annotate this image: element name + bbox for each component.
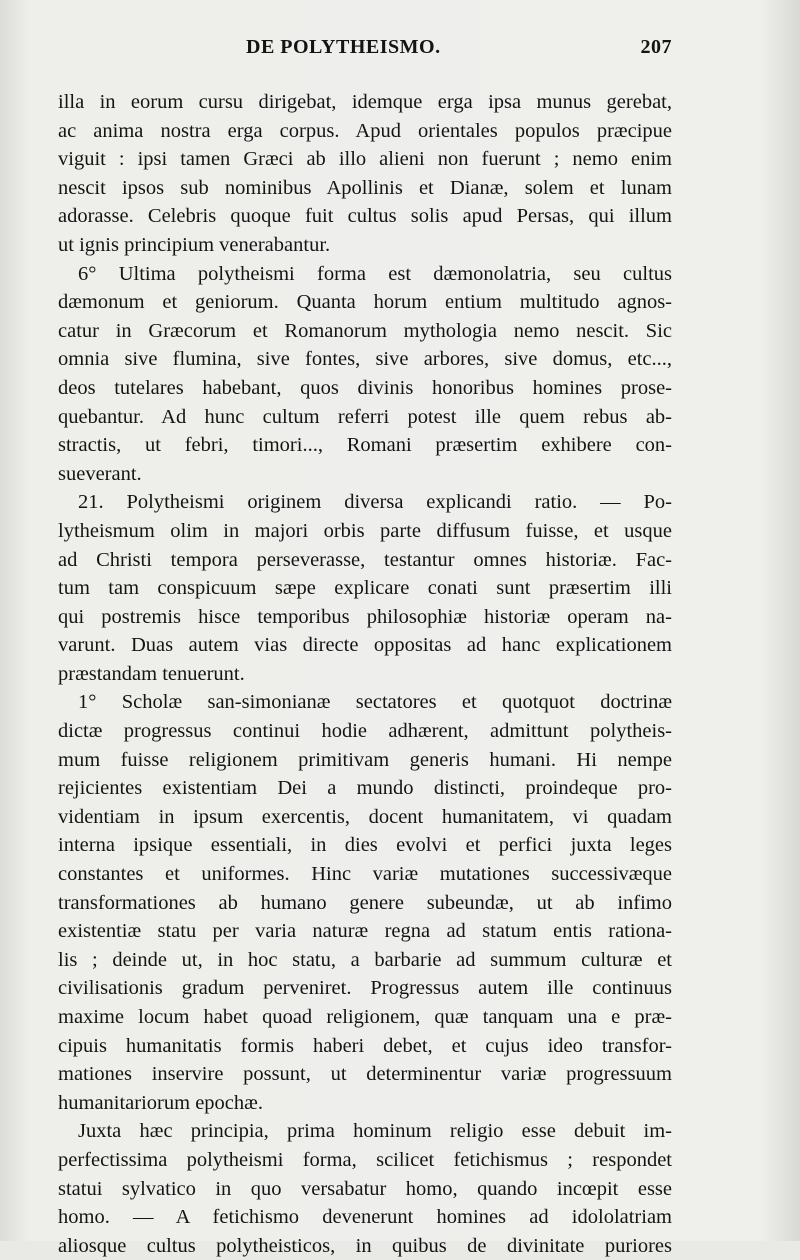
page-body-text [58, 88, 672, 1260]
text-line: catur in Græcorum et Romanorum mythologia nemo nescit. Sic [58, 319, 672, 342]
text-line: interna ipsique essentiali, in dies evolvi et perfici juxta leges [58, 834, 672, 857]
text-line: cipuis humanitatis formis haberi debet, et cujus ideo transfor- [58, 1034, 672, 1057]
text-line: 6° Ultima polytheismi forma est dæmonolatria, seu cultus [78, 262, 672, 285]
text-line: adorasse. Celebris quoque fuit cultus solis apud Persas, qui illum [58, 205, 672, 228]
text-line: quebantur. Ad hunc cultum referri potest ille quem rebus ab- [58, 405, 672, 428]
text-line: ad Christi tempora perseverasse, testantur omnes historiæ. Fac- [58, 548, 672, 571]
text-line: mum fuisse religionem primitivam generis humani. Hi nempe [58, 748, 672, 771]
page-header [60, 36, 672, 72]
text-line: qui postremis hisce temporibus philosophiæ historiæ operam na- [58, 605, 672, 628]
text-line: omnia sive flumina, sive fontes, sive arbores, sive domus, etc..., [58, 348, 672, 371]
text-line: Juxta hæc principia, prima hominum religio esse debuit im- [78, 1120, 672, 1143]
text-line: mationes inservire possunt, ut determinentur variæ progressuum [58, 1063, 672, 1086]
text-line: viguit : ipsi tamen Græci ab illo alieni non fuerunt ; nemo enim [58, 148, 672, 171]
text-line: deos tutelares habebant, quos divinis honoribus homines prose- [58, 376, 672, 399]
text-line: statui sylvatico in quo versabatur homo, quando incœpit esse [58, 1177, 672, 1200]
text-line: stractis, ut febri, timori..., Romani præsertim exhibere con- [58, 434, 672, 457]
text-line: lytheismum olim in majori orbis parte diffusum fuisse, et usque [58, 519, 672, 542]
text-line: varunt. Duas autem vias directe oppositas ad hanc explicationem [58, 634, 672, 657]
running-title: DE POLYTHEISMO. [246, 36, 441, 58]
text-line: humanitariorum epochæ. [58, 1091, 263, 1114]
text-line: illa in eorum cursu dirigebat, idemque erga ipsa munus gerebat, [58, 91, 672, 113]
text-line: perfectissima polytheismi forma, scilicet fetichismus ; respondet [58, 1148, 672, 1171]
text-line: dictæ progressus continui hodie adhærent, admittunt polytheis- [58, 720, 672, 743]
text-line: dæmonum et geniorum. Quanta horum entium multitudo agnos- [58, 291, 672, 314]
text-line: ac anima nostra erga corpus. Apud orientales populos præcipue [58, 119, 672, 142]
text-line: aliosque cultus polytheisticos, in quibus de divinitate puriores [58, 1234, 672, 1257]
text-line: maxime locum habet quoad religionem, quæ tanquam una e præ- [58, 1006, 672, 1028]
section-heading-line: 21. Polytheismi originem diversa explicandi ratio. — Po- [78, 491, 672, 514]
text-line: homo. — A fetichismo devenerunt homines ad idololatriam [58, 1206, 672, 1229]
text-line: existentiæ statu per varia naturæ regna ad statum entis rationa- [58, 920, 672, 943]
text-line: constantes et uniformes. Hinc variæ mutationes successivæque [58, 863, 672, 886]
text-line: civilisationis gradum perveniret. Progressus autem ille continuus [58, 977, 672, 1000]
text-line: lis ; deinde ut, in hoc statu, a barbarie ad summum culturæ et [58, 948, 672, 971]
text-line: nescit ipsos sub nominibus Apollinis et Dianæ, solem et lunam [58, 176, 672, 199]
text-line: videntiam in ipsum exercentis, docent humanitatem, vi quadam [58, 805, 672, 828]
text-line: ut ignis principium venerabantur. [58, 233, 331, 256]
text-line: rejicientes existentiam Dei a mundo distincti, proindeque pro- [58, 777, 672, 800]
text-line: sueverant. [58, 462, 142, 485]
page-number: 207 [640, 36, 672, 58]
text-line: 1° Scholæ san-simonianæ sectatores et quotquot doctrinæ [78, 691, 672, 714]
text-line: tum tam conspicuum sæpe explicare conati sunt præsertim illi [58, 577, 672, 600]
text-line: præstandam tenuerunt. [58, 662, 245, 685]
text-line: transformationes ab humano genere subeundæ, ut ab infimo [58, 891, 672, 914]
